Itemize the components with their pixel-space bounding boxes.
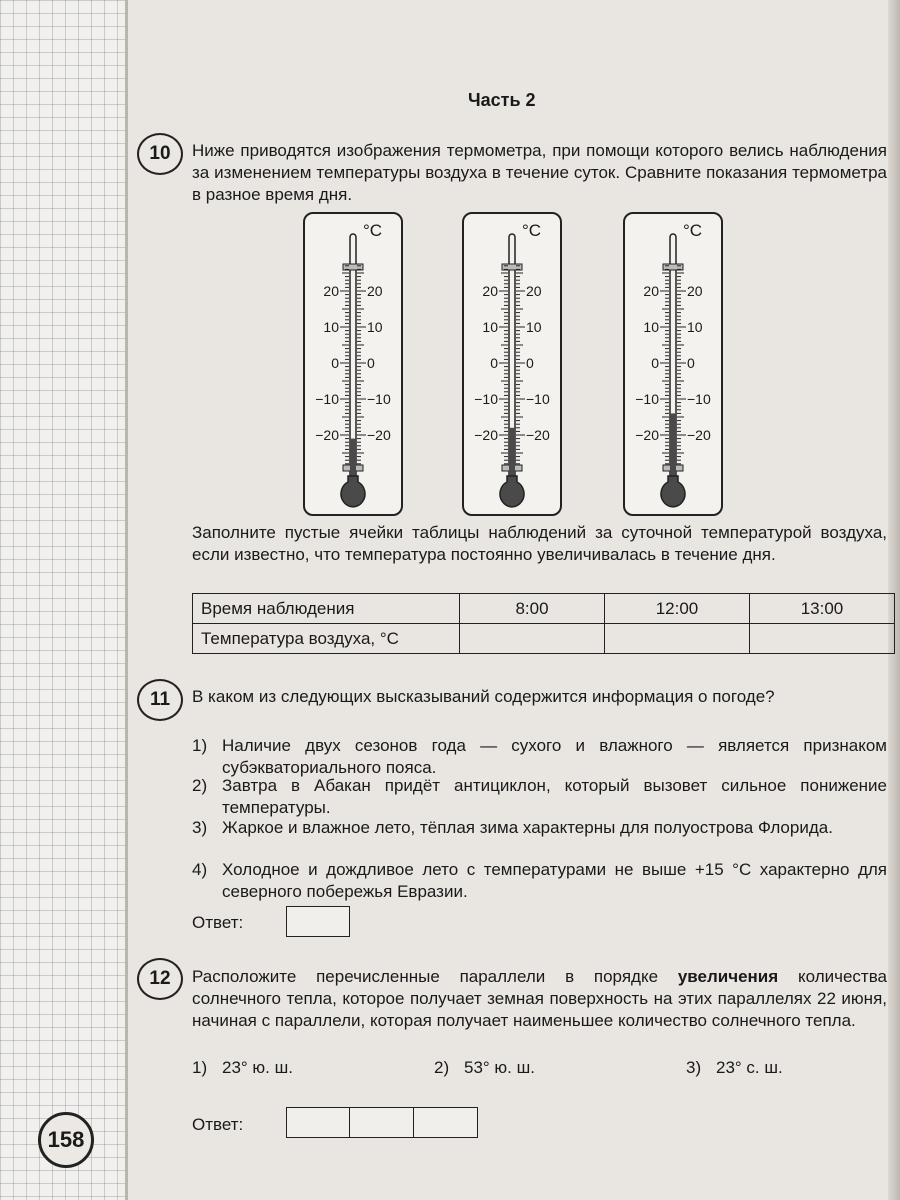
option-number: 3) <box>192 818 208 837</box>
q11-answer-label: Ответ: <box>192 913 244 932</box>
temperature-row-label: Температура воздуха, °C <box>193 624 460 654</box>
scale-label-left: −10 <box>474 391 498 407</box>
q12-answer-box <box>286 1107 478 1138</box>
scale-label-left: −20 <box>474 427 498 443</box>
scale-label-right: −20 <box>367 427 391 443</box>
scale-label-right: 0 <box>367 355 375 371</box>
option-number: 2) <box>192 776 208 795</box>
option-number: 1) <box>192 736 208 755</box>
option-text: Жаркое и влажное лето, тёплая зима характерны для полуострова Флорида. <box>222 818 833 837</box>
scale-label-left: 10 <box>323 319 339 335</box>
table-row-temperature <box>193 624 895 654</box>
q12-option-3-number: 3) <box>686 1058 702 1077</box>
temperature-input-13[interactable] <box>750 624 895 654</box>
scale-label-left: 20 <box>482 283 498 299</box>
q10-intro: Ниже приводятся изображения термометра, при помощи которого велись наблюдения за изменением температуры воздуха в течение суток. Сравните показания термометра в разное время дня. <box>192 141 887 204</box>
scale-label-right: −10 <box>367 391 391 407</box>
option-number: 4) <box>192 860 208 879</box>
scale-label-right: 10 <box>687 319 703 335</box>
thermometer-bulb <box>500 476 524 507</box>
q12-option-1-number: 1) <box>192 1058 208 1077</box>
thermometer-bulb <box>661 476 685 507</box>
q12-option-2-number: 2) <box>434 1058 450 1077</box>
q12-text-end: количества солнечного тепла, которое получает земная поверхность на этих параллелях 22 июня, начиная с параллели, которая получает наименьшее количество солнечного тепла. <box>192 967 887 1030</box>
liquid-column <box>670 413 676 482</box>
question-number-12 <box>137 958 183 1000</box>
scale-label-right: 20 <box>367 283 383 299</box>
q12-option-3-text: 23° с. ш. <box>716 1058 783 1077</box>
scale-label-left: −10 <box>635 391 659 407</box>
time-12: 12:00 <box>605 594 750 624</box>
option-text: Наличие двух сезонов года — сухого и влажного — является признаком субэкваториального пояса. <box>222 736 887 777</box>
scale-label-right: −10 <box>526 391 550 407</box>
question-number-text: 12 <box>149 968 171 989</box>
temperature-input-8[interactable] <box>460 624 605 654</box>
thermometer-bulb <box>341 476 365 507</box>
scale-label-right: 0 <box>526 355 534 371</box>
scale-label-left: −10 <box>315 391 339 407</box>
scale-label-left: 10 <box>643 319 659 335</box>
scale-label-right: 10 <box>367 319 383 335</box>
thermometer-1 <box>303 212 403 516</box>
time-13: 13:00 <box>750 594 895 624</box>
thermometer-2 <box>462 212 562 516</box>
thermometer-drawing <box>464 214 560 514</box>
time-8: 8:00 <box>460 594 605 624</box>
scale-label-left: 0 <box>490 355 498 371</box>
scale-label-right: −20 <box>687 427 711 443</box>
unit-label: °C <box>522 221 542 240</box>
q12-text-start: Расположите перечисленные параллели в порядке <box>192 967 678 986</box>
question-number-10: 10 <box>137 133 183 175</box>
table-row-time <box>193 594 895 624</box>
q12-option-1-text: 23° ю. ш. <box>222 1058 293 1077</box>
scale-label-right: 20 <box>526 283 542 299</box>
scale-label-left: 0 <box>331 355 339 371</box>
option-text: Завтра в Абакан придёт антициклон, который вызовет сильное понижение температуры. <box>222 776 887 817</box>
scale-label-left: 0 <box>651 355 659 371</box>
q12-option-2-text: 53° ю. ш. <box>464 1058 535 1077</box>
observation-table <box>192 593 895 654</box>
q10-task: Заполните пустые ячейки таблицы наблюдений за суточной температурой воздуха, если известно, что температура постоянно увеличивалась в течение дня. <box>192 523 887 564</box>
q12-answer-label: Ответ: <box>192 1115 244 1134</box>
graph-paper-margin <box>0 0 128 1200</box>
q12-answer-cell-3[interactable] <box>415 1108 477 1137</box>
question-number-11: 11 <box>137 679 183 721</box>
q11-answer-box[interactable] <box>286 906 350 937</box>
liquid-column <box>509 428 515 482</box>
q12-answer-cell-1[interactable] <box>287 1108 350 1137</box>
scale-label-right: −20 <box>526 427 550 443</box>
unit-label: °C <box>683 221 703 240</box>
q12-instruction <box>192 966 887 1032</box>
q12-answer-cell-2[interactable] <box>351 1108 414 1137</box>
thermometer-3 <box>623 212 723 516</box>
scale-label-left: −20 <box>635 427 659 443</box>
temperature-input-12[interactable] <box>605 624 750 654</box>
part-title: Часть 2 <box>468 90 536 110</box>
scale-label-right: 20 <box>687 283 703 299</box>
unit-label: °C <box>363 221 383 240</box>
q11-question: В каком из следующих высказываний содержится информация о погоде? <box>192 687 775 706</box>
scale-label-left: 20 <box>323 283 339 299</box>
scale-label-right: 10 <box>526 319 542 335</box>
scale-label-left: −20 <box>315 427 339 443</box>
time-row-label: Время наблюдения <box>193 594 460 624</box>
q12-emphasis: увеличения <box>677 967 779 986</box>
scale-label-right: −10 <box>687 391 711 407</box>
scale-label-right: 0 <box>687 355 695 371</box>
thermometer-drawing <box>305 214 401 514</box>
page-number: 158 <box>38 1112 94 1168</box>
option-text: Холодное и дождливое лето с температурами не выше +15 °C характерно для северного побережья Евразии. <box>222 860 887 901</box>
thermometer-drawing <box>625 214 721 514</box>
scale-label-left: 20 <box>643 283 659 299</box>
scale-label-left: 10 <box>482 319 498 335</box>
